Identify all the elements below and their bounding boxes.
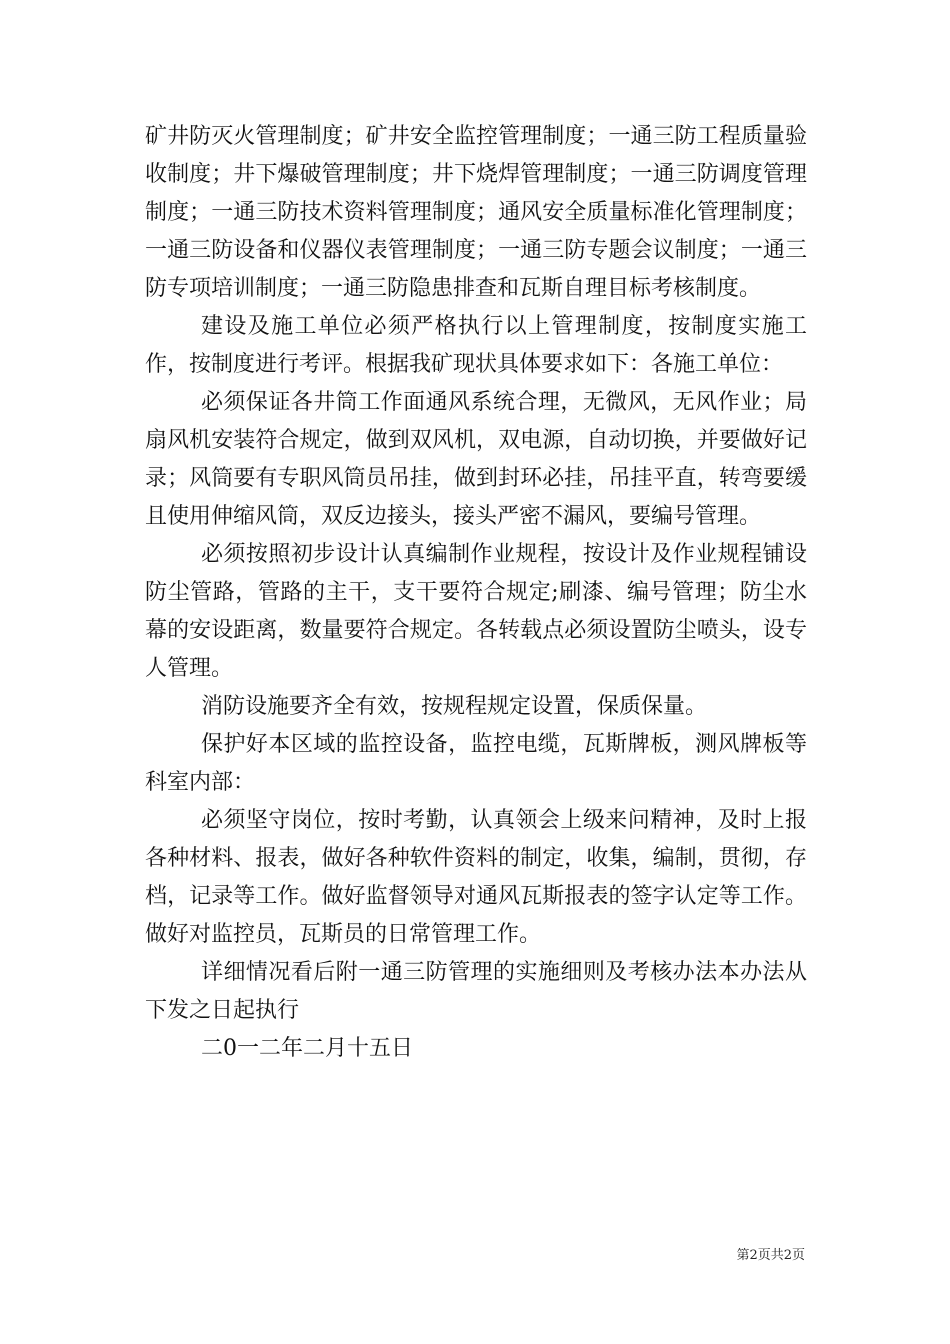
paragraph-8: 详细情况看后附一通三防管理的实施细则及考核办法本办法从下发之日起执行 [145,960,807,1023]
page-number: 第2页共2页 [736,1248,805,1263]
paragraph-6: 保护好本区域的监控设备，监控电缆，瓦斯牌板，测风牌板等科室内部： [145,732,807,795]
paragraph-2: 建设及施工单位必须严格执行以上管理制度，按制度实施工作，按制度进行考评。根据我矿现状具体要求如下：各施工单位： [145,314,807,377]
paragraph-3: 必须保证各井筒工作面通风系统合理，无微风，无风作业；局扇风机安装符合规定，做到双风机，双电源，自动切换，并要做好记录；风筒要有专职风筒员吊挂，做到封环必挂，吊挂平直，转弯要缓且使用伸缩风筒，双反边接头，接头严密不漏风，要编号管理。 [145,390,807,529]
date-line: 二0一二年二月十五日 [201,1036,413,1061]
paragraph-1: 矿井防灭火管理制度；矿井安全监控管理制度；一通三防工程质量验收制度；井下爆破管理制度；井下烧焊管理制度；一通三防调度管理制度；一通三防技术资料管理制度；通风安全质量标准化管理制度；一通三防设备和仪器仪表管理制度；一通三防专题会议制度；一通三防专项培训制度；一通三防隐患排查和瓦斯自理目标考核制度。 [145,124,807,301]
paragraph-5: 消防设施要齐全有效，按规程规定设置，保质保量。 [201,694,708,719]
document-body [145,118,807,1068]
paragraph-4: 必须按照初步设计认真编制作业规程，按设计及作业规程铺设防尘管路，管路的主干，支干要符合规定;刷漆、编号管理；防尘水幕的安设距离，数量要符合规定。各转载点必须设置防尘喷头，设专人管理。 [145,542,807,681]
paragraph-7: 必须坚守岗位，按时考勤，认真领会上级来问精神，及时上报各种材料、报表，做好各种软件资料的制定，收集，编制，贯彻，存档，记录等工作。做好监督领导对通风瓦斯报表的签字认定等工作。做好对监控员，瓦斯员的日常管理工作。 [145,808,807,947]
